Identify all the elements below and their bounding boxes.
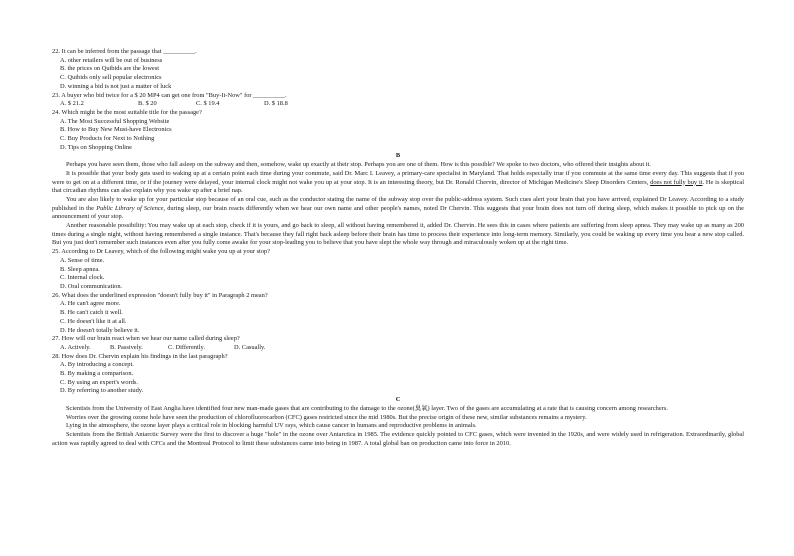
underlined-expression: does not fully buy it [650,178,703,186]
journal-title: Public Library of Science [96,204,164,212]
option-a: A. He can't agree more. [60,300,121,308]
paragraph-1: Scientists from the University of East Anglia have identified four new man-made gases that are contributing to the damage to the ozone(臭氧) layer. Two of the gases are accumulating at a rate that is causing concern among researchers. [66,404,668,412]
paragraph-text: , during sleep, our brain reacts differently when we hear our own name and other people's names, noted Dr Chervin. This suggests that your brain does not turn off during sleep, which makes it possible to pick up on the announcement of your stop. [52,204,744,221]
question-23 [52,92,744,109]
option-b: B. the prices on Quibids are the lowest [60,65,160,73]
option-d: D. By referring to another study. [60,387,144,395]
question-26 [52,292,744,336]
option-c: C. Differently. [168,343,205,351]
question-27 [52,335,744,352]
option-d: D. He doesn't totally believe it. [60,326,140,334]
section-label: B [395,152,401,160]
paragraph-2 [52,170,744,196]
option-b: B. Passively. [110,343,143,351]
option-c: C. Buy Products for Next to Nothing [60,135,155,143]
question-22 [52,48,744,92]
paragraph-4: Another reasonable possibility: You may wake up at each stop, check if it is yours, and go back to sleep, all without having remembered it, added Dr. Chervin. He sees this in cases where patients are suffering from sleep apnea. They may wake up as many as 200 times during a single night, without having remembered a single instance. That's because they fall right back asleep before their brain has time to process their experience into long-term memory. Similarly, you could be waking up every time you hear a new stop called. But you just don't remember such instances even after you fully come awake for your stop-leading you to believe that you have slept the whole way through and miraculously woken up at the right time. [52,222,744,247]
question-stem: 26. What does the underlined expression "doesn't fully buy it" in Paragraph 2 mean? [52,291,268,299]
paragraph-text: . He is skeptical that circadian rhythms can also explain why you wake up after a brief nap. [52,178,744,195]
paragraph-3 [52,196,744,222]
option-d: D. Tips on Shopping Online [60,143,132,151]
question-stem: 23. A buyer who bid twice for a $ 20 MP4 can get one from "Buy-It-Now" for __________. [52,91,287,99]
option-b: B. How to Buy New Must-have Electronics [60,126,172,134]
question-28 [52,353,744,397]
option-d: D. $ 18.8 [264,100,288,108]
page-content [52,48,744,448]
option-c: C. He doesn't like it at all. [60,317,127,325]
option-b: B. $ 20 [138,100,157,108]
question-stem: 22. It can be inferred from the passage that __________. [52,48,197,55]
option-a: A. Actively. [60,343,91,351]
option-c: C. By using an expert's words. [60,378,139,386]
paragraph-2: Worries over the growing ozone hole have seen the production of chlorofluorocarbon (CFC) gases restricted since the mid 1980s. But the precise origin of these new, similar substances remains a mystery. [66,413,587,421]
option-d: D. Casually. [234,343,266,351]
option-b: B. Sleep apnea. [60,265,100,273]
option-d: D. Oral communication. [60,282,123,290]
section-label: C [395,396,401,404]
option-d: D. winning a bid is not just a matter of luck [60,82,172,90]
paragraph-1: Perhaps you have seen them, those who fall asleep on the subway and then, somehow, wake up exactly at their stop. Perhaps you are one of them. How is this possible? We spoke to two doctors, who offered their insights about it. [66,161,651,169]
option-a: A. Sense of time. [60,256,105,264]
section-b [52,152,744,248]
question-stem: 27. How will our brain react when we hear our name called during sleep? [52,335,240,343]
paragraph-text: You are also likely to wake up for your particular stop because of an oral cue, such as the conductor stating the name of the subway stop over the public-address system. Such cues alert your brain that you have arrived, explained Dr Leavey. According to a study published in the [52,195,744,212]
paragraph-3: Lying in the atmosphere, the ozone layer plays a critical role in blocking harmful UV rays, which cause cancer in humans and reproductive problems in animals. [66,422,477,430]
question-25 [52,248,744,292]
option-a: A. The Most Successful Shopping Website [60,117,170,125]
option-c: C. Quibids only sell popular electronics [60,74,162,82]
question-stem: 25. According to Dr Leavey, which of the following might wake you up at your stop? [52,248,271,256]
option-row [60,100,744,109]
question-24 [52,109,744,153]
option-c: C. Internal clock. [60,274,105,282]
option-a: A. By introducing a concept. [60,361,134,369]
paragraph-4: Scientists from the British Antarctic Survey were the first to discover a huge "hole" in the ozone over Antarctica in 1985. The evidence quickly pointed to CFC gases, which were invented in the 1920s, and were widely used in refrigeration. Extraordinarily, global action was rapidly agreed to deal with CFCs and the Montreal Protocol to limit these substances came into being in 1987. A total global ban on production came into force in 2010. [52,430,744,447]
paragraph-text: It is possible that your body gets used to waking up at a certain point each time during your commute, said Dr. Marc I. Leavey, a primary-care specialist in Maryland. That holds especially true if you commute at the same time every day. This suggests that if you were to get on at a different time, or if the journey were delayed, your internal clock might not wake you up at your stop. It is an interesting theory, but Dr. Ronald Chervin, director of Michigan Medicine's Sleep Disorders Centers, [52,169,744,186]
option-a: A. $ 21.2 [60,100,84,108]
option-b: B. He can't catch it well. [60,309,123,317]
question-stem: 28. How does Dr. Chervin explain his findings in the last paragraph? [52,352,228,360]
option-b: B. By making a comparison. [60,370,134,378]
option-a: A. other retailers will be out of business [60,56,163,64]
section-c [52,396,744,448]
question-stem: 24. Which might be the most suitable title for the passage? [52,108,202,116]
option-row [60,344,744,353]
option-c: C. $ 19.4 [196,100,220,108]
